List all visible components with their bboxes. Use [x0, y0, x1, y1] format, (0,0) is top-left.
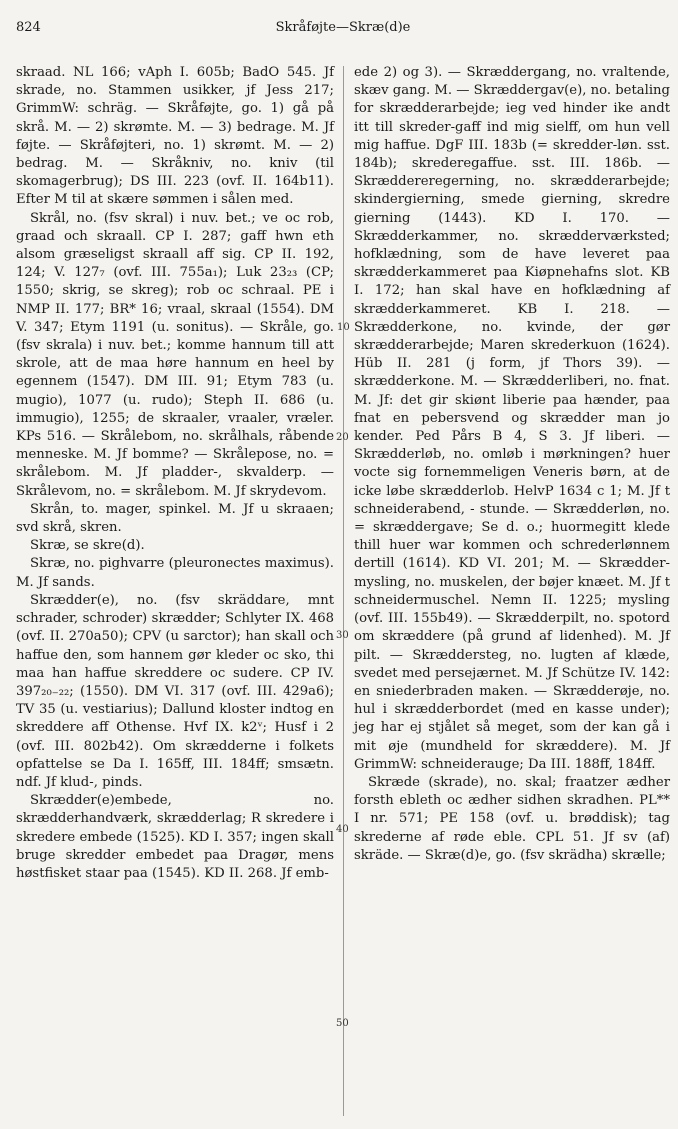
- right-column: [354, 64, 670, 865]
- running-title: Skråføjte—Skræ(d)e: [275, 20, 411, 35]
- entry-skrae-ref: Skræ, se skre(d).: [30, 538, 145, 554]
- line-number-10: 10: [337, 322, 350, 333]
- entry-skraede: Skræde (skrade), no. skal; fraatzer ædher forsth ebleth oc ædher sidhen skradhen. PL** I nr. 571; PE 158 (ovf. u. brøddisk); tag skrederne af røde eble. CPL 51. Jf sv (af) skräde. — Skræ(d)e, go. (fsv skrädha) skrælle;: [354, 774, 670, 863]
- column-divider: [343, 66, 344, 1116]
- line-number-30: 30: [336, 630, 349, 641]
- entry-skran: Skrån, to. mager, spinkel. M. Jf u skraaen; svd skrå, skren.: [16, 501, 334, 536]
- line-number-20: 20: [336, 432, 349, 443]
- page-number: 824: [16, 20, 41, 35]
- left-column: [16, 64, 334, 883]
- entry-skrae: Skræ, no. pighvarre (pleuronectes maximus). M. Jf sands.: [16, 556, 334, 590]
- entry-skral: Skrål, no. (fsv skral) i nuv. bet.; ve oc rob, graad och skraall. CP I. 287; gaff hwn eth alsom græseligst skraall aff sig. CP II. 192, 124; V. 127₇ (ovf. III. 755a₁); Luk 23₂₃ (CP; 1550; skrig, se skreg); rob oc schraal. PE i NMP II. 177; BR* 16; vraal, skraal (1554). DM V. 347; Etym 1191 (u. sonitus). — Skråle, go. (fsv skrala) i nuv. bet.; komme hannum till att skrole, att de maa høre hannum en heel by egennem (1547). DM III. 91; Etym 783 (u. mugio), 1077 (u. rudo); Steph II. 686 (u. immugio), 1255; de skraaler, vraaler, vræler. KPs 516. — Skrålebom, no. skrålhals, råbende menneske. M. Jf bomme? — Skrålepose, no. = skrålebom. M. Jf pladder-, skvalderp. — Skrålevom, no. = skrålebom. M. Jf skrydevom.: [16, 210, 334, 499]
- line-number-40: 40: [336, 824, 349, 835]
- entry-skraedder: Skrædder(e), no. (fsv skräddare, mnt schrader, schroder) skrædder; Schlyter IX. 468 (ovf. II. 270a50); CPV (u sarctor); han skall och haffue den, som hannem gør kleder oc sko, thi maa han haffue skreddere oc sudere. CP IV. 397₂₀₋₂₂; (1550). DM VI. 317 (ovf. III. 429a6); TV 35 (u. vestiarius); Dallund kloster indtog en skreddere aff Othense. Hvf IX. k2ᵛ; Husf i 2 (ovf. III. 802b42). Om skrædderne i folkets opfattelse se Da I. 165ff, III. 184ff; smsætn. ndf. Jf klud-, pinds.: [16, 592, 334, 790]
- entry-skraedder-compounds: ede 2) og 3). — Skræddergang, no. vraltende, skæv gang. M. — Skræddergav(e), no. betaling for skrædderarbejde; ieg ved hinder ike andt itt till skreder-gaff ind mig sielff, om hun vell mig haffue. DgF III. 183b (= skredder-løn. sst. 184b); skrederegaffue. sst. III. 186b. — Skræddereregerning, no. skrædderarbejde; skindergierning, smede gierning, skredre gierning (1443). KD I. 170. — Skrædderkammer, no. skrædderværksted; hofklædning, som de have leveret paa skrædderkammeret paa Kiøpnehafns slot. KB I. 172; han skal have en hofklædning af skrædderkammeret. KB I. 218. — Skrædderkone, no. kvinde, der gør skrædderarbejde; Maren skrederkuon (1624). Hüb II. 281 (j form, jf Thors 39). — skrædderkone. M. — Skrædderliberi, no. fnat. M. Jf: det gir skiønt liberie paa hænder, paa fnat en pebersvend og skrædder man jo kender. Ped Pårs B 4, S 3. Jf liberi. — Skrædderløb, no. omløb i mørkningen? huer vocte sig fornemmeligen Veneris børn, at de icke løbe skrædderlob. HelvP 1634 c 1; M. Jf t schneiderabend, - stunde. — Skrædderløn, no. = skræddergave; Se d. o.; huormegitt klede thill huer war kommen och schrederlønnem dertill (1614). KD VI. 201; M. — Skræddermysling, no. muskelen, der bøjer knæet. M. Jf t schneidermuschel. Nemn II. 1225; mysling (ovf. III. 155b49). — Skrædderpilt, no. spotord om skræddere (på grund af lidenhed). M. Jf pilt. — Skræddersteg, no. lugten af klæde, svedet med persejærnet. M. Jf Schütze IV. 142: en sniederbraden maken. — Skrædderøje, no. hul i skrædderbordet (med en kasse under); jeg har ej stjålet så meget, som der kan gå i mit øje (mundheld for skræddere). M. Jf GrimmW: schneiderauge; Da III. 188ff, 184ff.: [354, 65, 670, 772]
- entry-skraforte: skraad. NL 166; vAph I. 605b; BadO 545. Jf skrade, no. Stammen usikker, jf Jess 217; GrimmW: schräg. — Skråføjte, go. 1) gå på skrå. M. — 2) skrømte. M. — 3) bedrage. M. Jf føjte. — Skråføjteri, no. 1) skrømt. M. — 2) bedrag. M. — Skråkniv, no. kniv (til skomagerbrug); DS III. 223 (ovf. II. 164b11). Efter M til at skære sømmen i sålen med.: [16, 65, 334, 208]
- entry-skraedder-embede: Skrædder(e)embede, no. skrædderhandværk, skrædderlag; R skredere i skredere embede (1525). KD I. 357; ingen skall bruge skredder embedet paa Dragør, mens høstfisket staar paa (1545). KD II. 268. Jf emb-: [16, 793, 334, 881]
- line-number-50: 50: [336, 1018, 349, 1029]
- page-header: [16, 20, 670, 40]
